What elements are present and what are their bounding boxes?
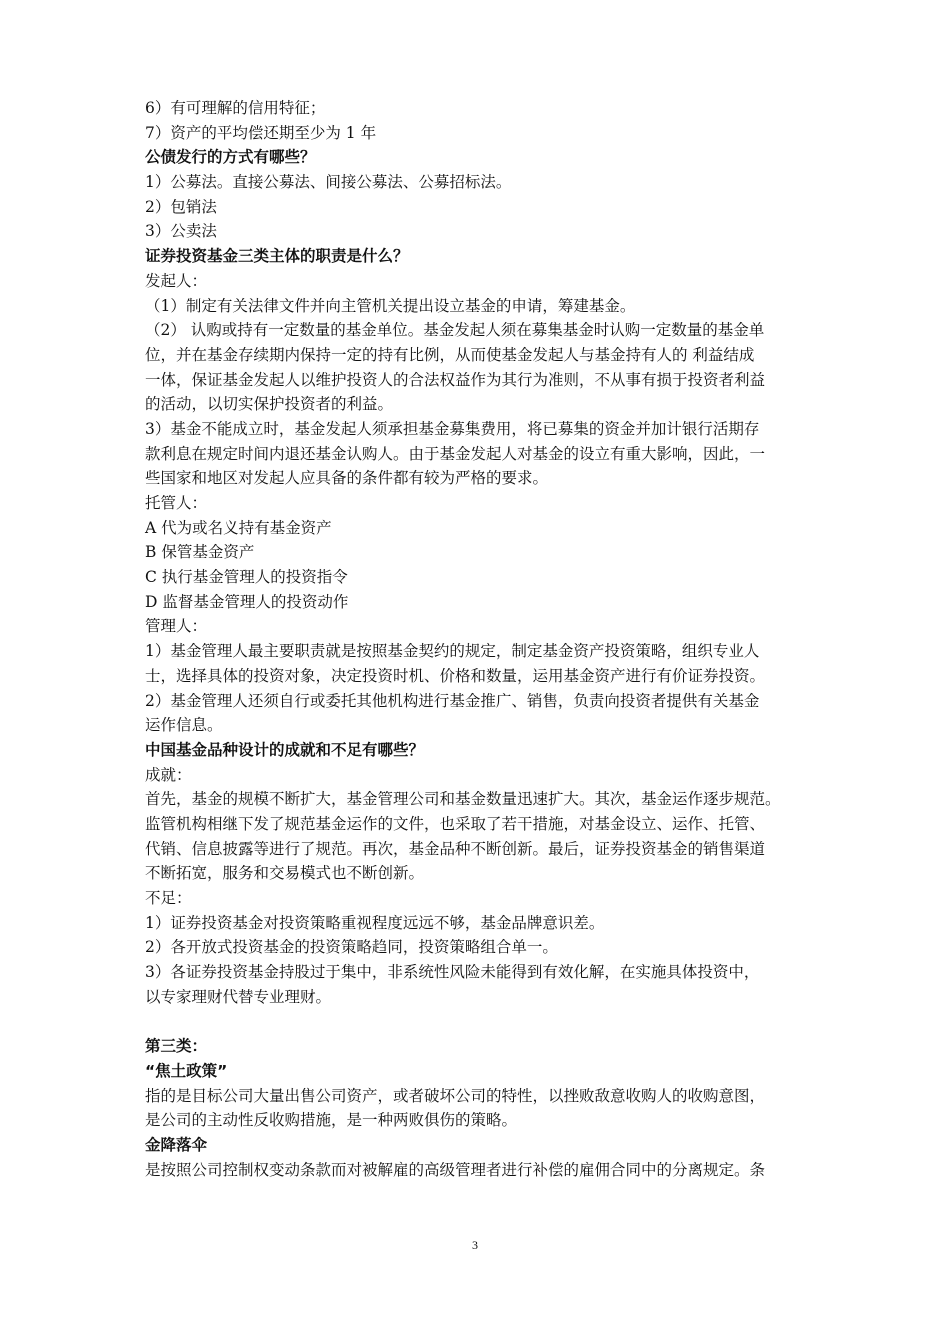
- text-line: 1）公募法。直接公募法、间接公募法、公募招标法。: [145, 173, 512, 192]
- text-line: [145, 1009, 825, 1034]
- text-line: （1）制定有关法律文件并向主管机关提出设立基金的申请，筹建基金。: [145, 296, 636, 315]
- text-line: 首先，基金的规模不断扩大，基金管理公司和基金数量迅速扩大。其次，基金运作逐步规范。: [145, 790, 781, 809]
- text-line: 管理人：: [145, 617, 208, 636]
- text-line: 3）基金不能成立时，基金发起人须承担基金募集费用，将已募集的资金并加计银行活期存: [145, 419, 760, 438]
- text-line: 2）包销法: [145, 197, 217, 216]
- text-line: 3）各证券投资基金持股过于集中，非系统性风险未能得到有效化解，在实施具体投资中，: [145, 963, 760, 982]
- text-line: 托管人：: [145, 494, 208, 512]
- text-line: 2）基金管理人还须自行或委托其他机构进行基金推广、销售，负责向投资者提供有关基金: [145, 691, 760, 710]
- page-number: 3: [472, 1238, 478, 1252]
- text-line: 2）各开放式投资基金的投资策略趋同，投资策略组合单一。: [145, 938, 558, 957]
- text-line: 代销、信息披露等进行了规范。再次，基金品种不断创新。最后，证券投资基金的销售渠道: [145, 839, 766, 858]
- text-line: 监管机构相继下发了规范基金运作的文件，也采取了若干措施，对基金设立、运作、托管、: [145, 814, 766, 833]
- text-line: D 监督基金管理人的投资动作: [145, 592, 349, 611]
- text-line: 款利息在规定时间内退还基金认购人。由于基金发起人对基金的设立有重大影响，因此，一: [145, 444, 766, 463]
- text-line: 些国家和地区对发起人应具备的条件都有较为严格的要求。: [145, 469, 549, 488]
- text-line: 7）资产的平均偿还期至少为 1 年: [145, 123, 377, 142]
- text-line: 士，选择具体的投资对象，决定投资时机、价格和数量，运用基金资产进行有价证券投资。: [145, 666, 766, 685]
- section-heading: 中国基金品种设计的成就和不足有哪些？: [145, 740, 425, 759]
- text-line: 一体，保证基金发起人以维护投资人的合法权益作为其行为准则，不从事有损于投资者利益: [145, 370, 766, 389]
- text-line: 是公司的主动性反收购措施，是一种两败俱伤的策略。: [145, 1111, 518, 1130]
- text-line: B 保管基金资产: [145, 543, 255, 562]
- text-line: 发起人：: [145, 271, 208, 290]
- text-line: 不断拓宽，服务和交易模式也不断创新。: [145, 864, 425, 883]
- text-line: 以专家理财代替专业理财。: [145, 987, 332, 1006]
- text-line: C 执行基金管理人的投资指令: [145, 568, 348, 587]
- text-line: 运作信息。: [145, 716, 223, 735]
- section-heading: 公债发行的方式有哪些？: [145, 148, 316, 167]
- text-line: （2） 认购或持有一定数量的基金单位。基金发起人须在募集基金时认购一定数量的基金单: [145, 321, 765, 340]
- text-line: 3）公卖法: [145, 222, 217, 241]
- text-line: 不足：: [145, 889, 192, 907]
- section-heading: 第三类：: [145, 1037, 208, 1056]
- text-line: 6）有可理解的信用特征；: [145, 99, 326, 117]
- text-line: 成就：: [145, 765, 192, 784]
- section-heading: “焦土政策”: [145, 1061, 228, 1080]
- section-heading: 证券投资基金三类主体的职责是什么？: [145, 247, 409, 266]
- text-line: 的活动，以切实保护投资者的利益。: [145, 395, 394, 414]
- text-line: 是按照公司控制权变动条款而对被解雇的高级管理者进行补偿的雇佣合同中的分离规定。条: [145, 1160, 766, 1179]
- text-line: 1）基金管理人最主要职责就是按照基金契约的规定，制定基金资产投资策略，组织专业人: [145, 642, 760, 661]
- text-line: 1）证券投资基金对投资策略重视程度远远不够，基金品牌意识差。: [145, 913, 605, 932]
- text-line: A 代为或名义持有基金资产: [145, 518, 332, 537]
- text-line: 指的是目标公司大量出售公司资产，或者破坏公司的特性，以挫败敌意收购人的收购意图，: [145, 1086, 766, 1105]
- document-body: [145, 96, 825, 1182]
- section-heading: 金降落伞: [145, 1135, 208, 1154]
- text-line: 位，并在基金存续期内保持一定的持有比例，从而使基金发起人与基金持有人的 利益结成: [145, 345, 755, 364]
